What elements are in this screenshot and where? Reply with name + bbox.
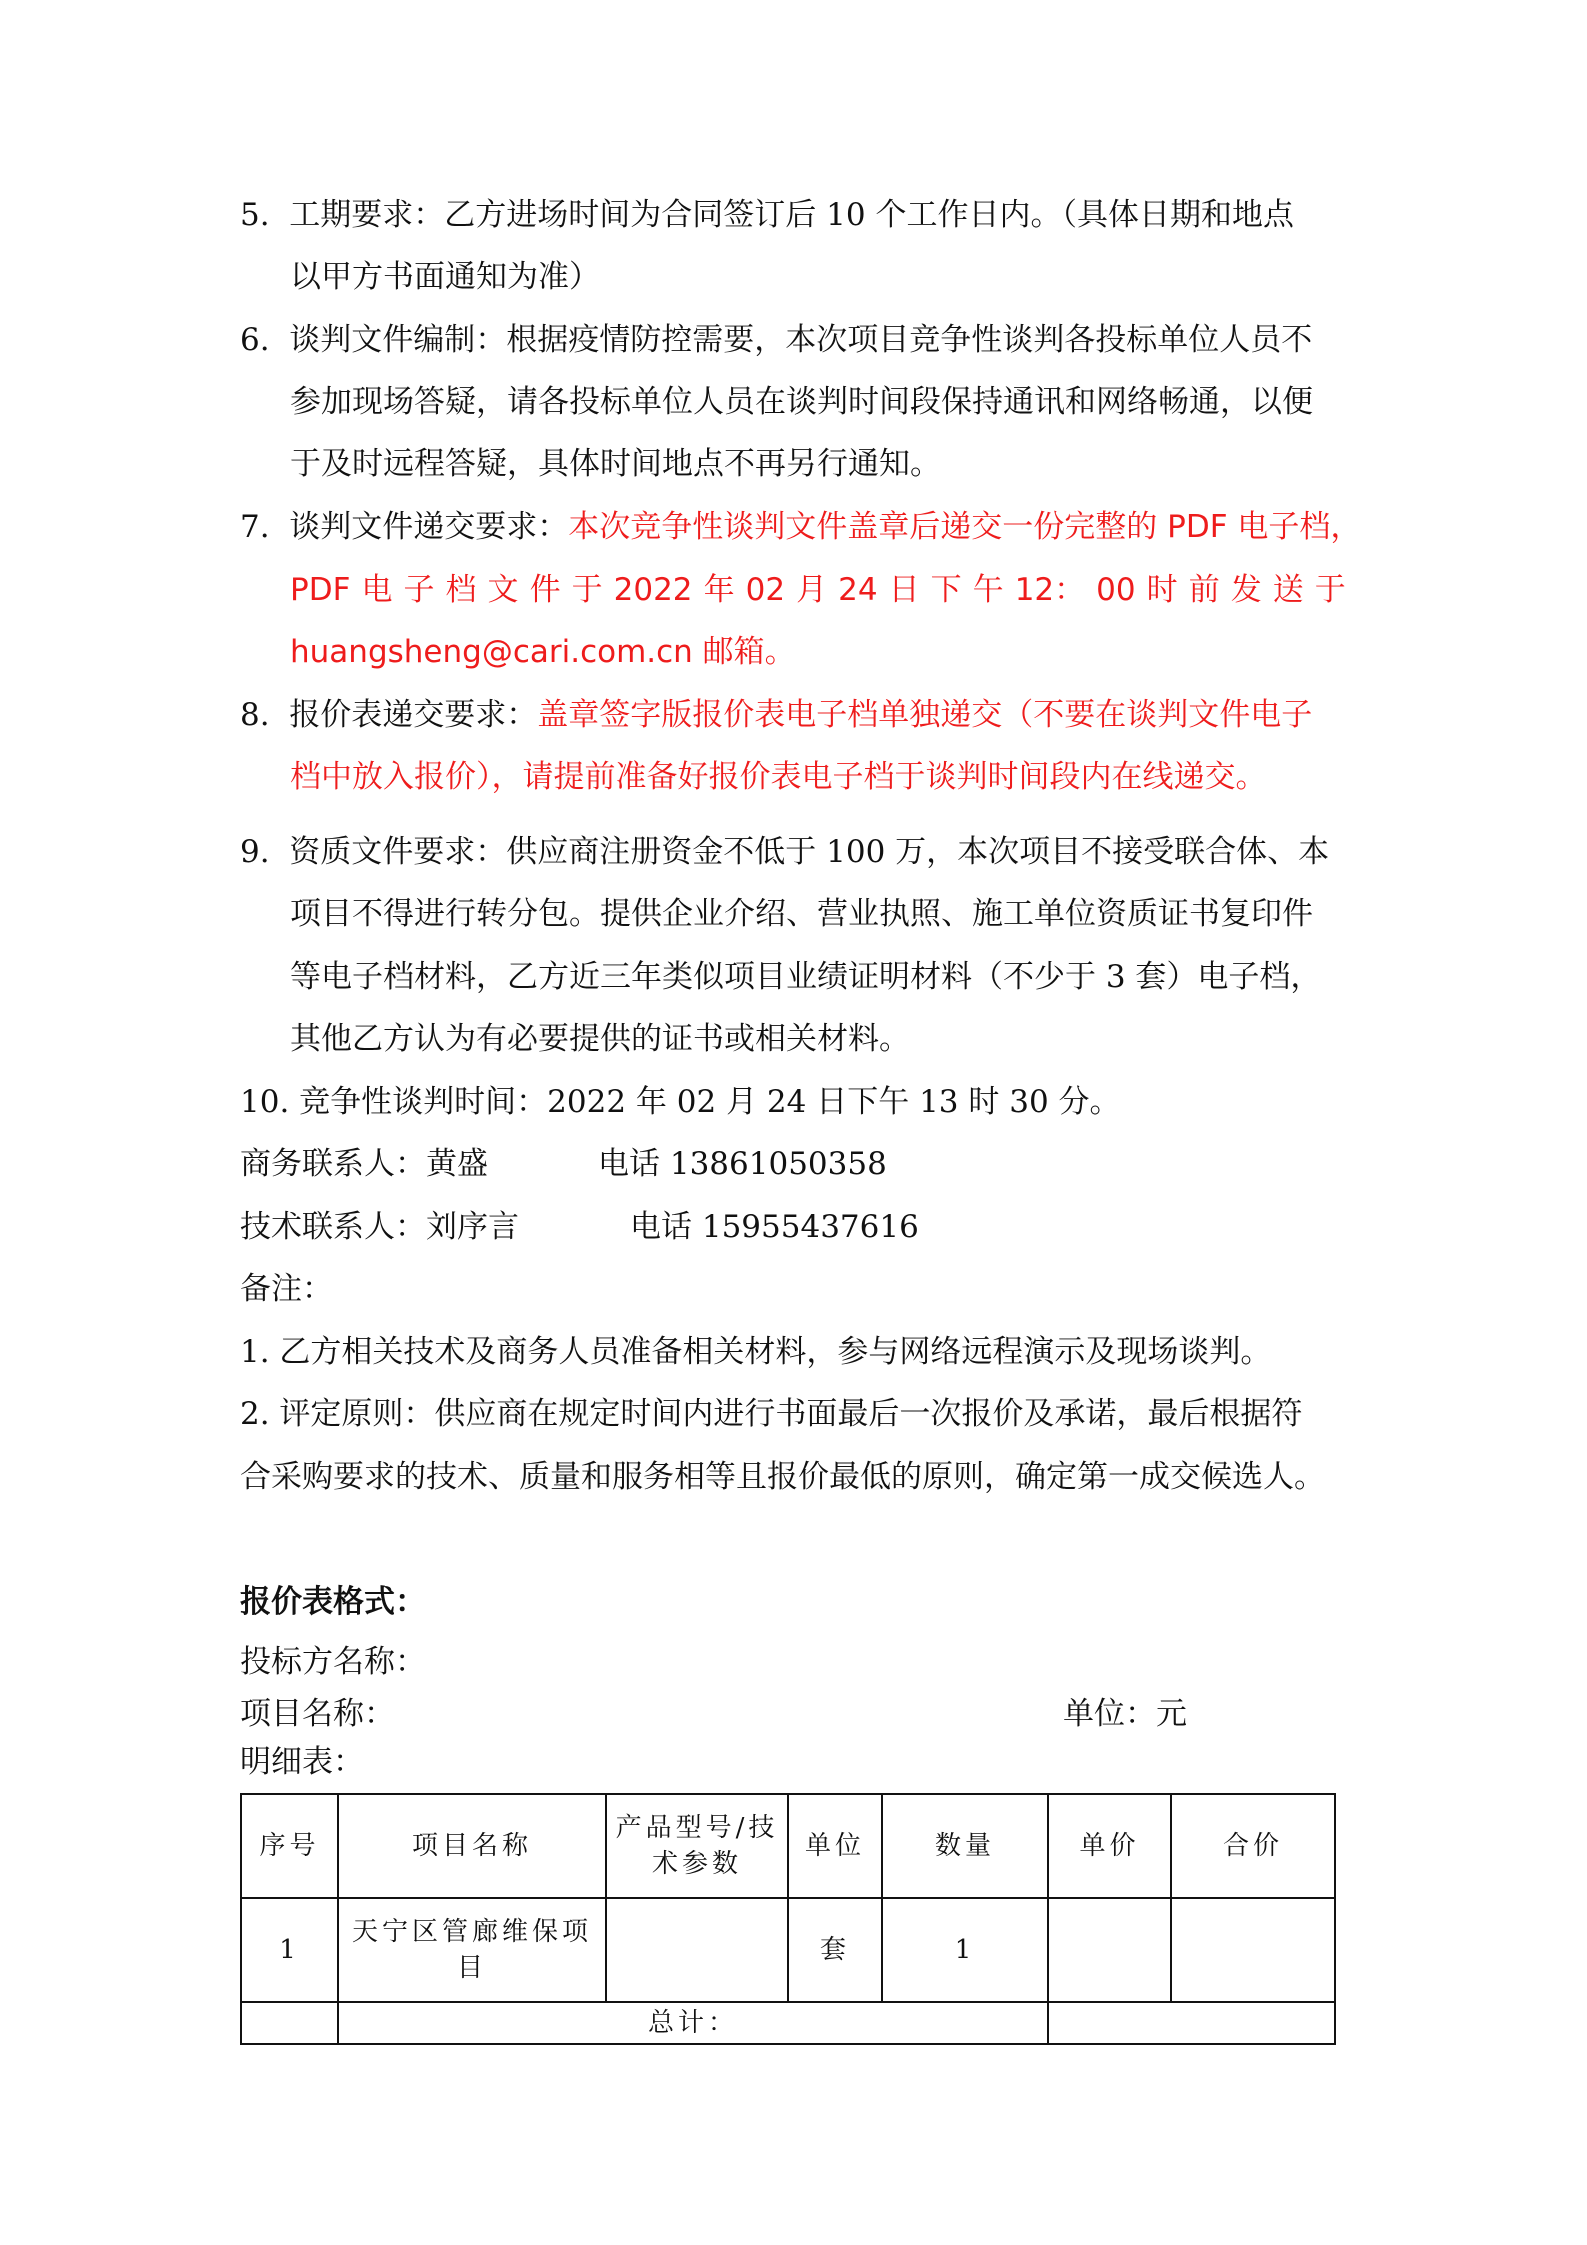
technical-phone: 电话 15955437616 xyxy=(630,1209,919,1245)
item-7-line-2-part: 12： xyxy=(1014,572,1086,608)
cell-unit: 套 xyxy=(788,1898,882,2002)
note-2-line-1: 2. 评定原则：供应商在规定时间内进行书面最后一次报价及承诺，最后根据符 xyxy=(240,1396,1303,1432)
item-7-line-2-part: 于 xyxy=(1314,572,1346,608)
header-unit-price: 单价 xyxy=(1048,1794,1171,1898)
cell-unit-price xyxy=(1048,1898,1171,2002)
business-contact: 商务联系人：黄盛 xyxy=(240,1146,488,1182)
item-8-line-1: 8. 报价表递交要求：盖章签字版报价表电子档单独递交（不要在谈判文件电子 xyxy=(240,697,1313,733)
total-empty-cell xyxy=(241,2002,338,2044)
header-project-name: 项目名称 xyxy=(338,1794,606,1898)
currency-unit-label: 单位：元 xyxy=(1063,1696,1187,1732)
item-6-line-3: 于及时远程答疑，具体时间地点不再另行通知。 xyxy=(290,446,941,482)
item-9-line-1: 9. 资质文件要求：供应商注册资金不低于 100 万，本次项目不接受联合体、本 xyxy=(240,834,1330,870)
quote-form-title: 报价表格式： xyxy=(240,1584,426,1620)
note-2-line-2: 合采购要求的技术、质量和服务相等且报价最低的原则，确定第一成交候选人。 xyxy=(240,1459,1325,1495)
cell-model-spec xyxy=(606,1898,788,2002)
technical-contact: 技术联系人：刘序言 xyxy=(240,1209,519,1245)
item-9-line-4: 其他乙方认为有必要提供的证书或相关材料。 xyxy=(290,1021,910,1057)
item-7-line-2-part: 02 xyxy=(745,572,786,608)
header-unit: 单位 xyxy=(788,1794,882,1898)
item-7-line-2-part: 子 xyxy=(403,572,435,608)
table-header-row xyxy=(241,1794,1335,1898)
header-model-spec: 产品型号/技术参数 xyxy=(606,1794,788,1898)
cell-total-price xyxy=(1171,1898,1335,2002)
item-8-line-2: 档中放入报价），请提前准备好报价表电子档于谈判时间段内在线递交。 xyxy=(290,759,1267,795)
total-label: 总计： xyxy=(338,2002,1048,2044)
item-7-line-1: 7. 谈判文件递交要求：本次竞争性谈判文件盖章后递交一份完整的 PDF 电子档， xyxy=(240,509,1362,545)
note-1: 1. 乙方相关技术及商务人员准备相关材料，参与网络远程演示及现场谈判。 xyxy=(240,1334,1272,1370)
item-7-line-2-part: 日 xyxy=(888,572,920,608)
item-7-line-2-part: 月 xyxy=(796,572,828,608)
item-7-line-2-part: 发 xyxy=(1230,572,1262,608)
header-seq: 序号 xyxy=(241,1794,338,1898)
item-7-line-2-part: 时 xyxy=(1146,572,1178,608)
item-9-line-3: 等电子档材料，乙方近三年类似项目业绩证明材料（不少于 3 套）电子档， xyxy=(290,959,1322,995)
total-value-cell xyxy=(1048,2002,1335,2044)
item-7-line-2-part: 24 xyxy=(838,572,878,608)
item-7-line-2-part: 件 xyxy=(529,572,561,608)
table-row xyxy=(241,1898,1335,2002)
quote-table xyxy=(240,1793,1336,2045)
item-6-line-2: 参加现场答疑，请各投标单位人员在谈判时间段保持通讯和网络畅通，以便 xyxy=(290,384,1313,420)
item-7-line-2-part: 前 xyxy=(1188,572,1220,608)
item-5-line-1: 5. 工期要求：乙方进场时间为合同签订后 10 个工作日内。（具体日期和地点 xyxy=(240,197,1294,233)
project-name-label: 项目名称： xyxy=(240,1696,395,1732)
cell-project-name: 天宁区管廊维保项目 xyxy=(338,1898,606,2002)
item-7-line-2-part: 送 xyxy=(1272,572,1304,608)
detail-table-label: 明细表： xyxy=(240,1744,364,1780)
header-quantity: 数量 xyxy=(882,1794,1048,1898)
item-7-line-2-part: 于 xyxy=(571,572,603,608)
header-total-price: 合价 xyxy=(1171,1794,1335,1898)
bidder-name-label: 投标方名称： xyxy=(240,1644,426,1680)
item-7-line-2-part: 下 xyxy=(930,572,962,608)
item-7-line-2-part: PDF xyxy=(290,572,351,608)
item-7-line-2-part: 00 xyxy=(1096,572,1136,608)
item-9-line-2: 项目不得进行转分包。提供企业介绍、营业执照、施工单位资质证书复印件 xyxy=(290,896,1313,932)
item-7-line-2-part: 2022 xyxy=(613,572,693,608)
item-7-line-3: huangsheng@cari.com.cn 邮箱。 xyxy=(290,634,796,670)
item-10: 10. 竞争性谈判时间：2022 年 02 月 24 日下午 13 时 30 分。 xyxy=(240,1084,1121,1120)
business-phone: 电话 13861050358 xyxy=(598,1146,887,1182)
item-7-line-2-part: 年 xyxy=(703,572,735,608)
item-7-line-2 xyxy=(290,570,1346,610)
item-7-line-2-part: 电 xyxy=(361,572,393,608)
item-7-line-2-part: 午 xyxy=(972,572,1004,608)
table-total-row xyxy=(241,2002,1335,2044)
cell-quantity: 1 xyxy=(882,1898,1048,2002)
cell-seq: 1 xyxy=(241,1898,338,2002)
item-6-line-1: 6. 谈判文件编制：根据疫情防控需要，本次项目竞争性谈判各投标单位人员不 xyxy=(240,322,1313,358)
item-5-line-2: 以甲方书面通知为准） xyxy=(290,259,600,295)
item-7-line-2-part: 档 xyxy=(445,572,477,608)
item-7-line-2-part: 文 xyxy=(487,572,519,608)
notes-title: 备注： xyxy=(240,1271,333,1307)
